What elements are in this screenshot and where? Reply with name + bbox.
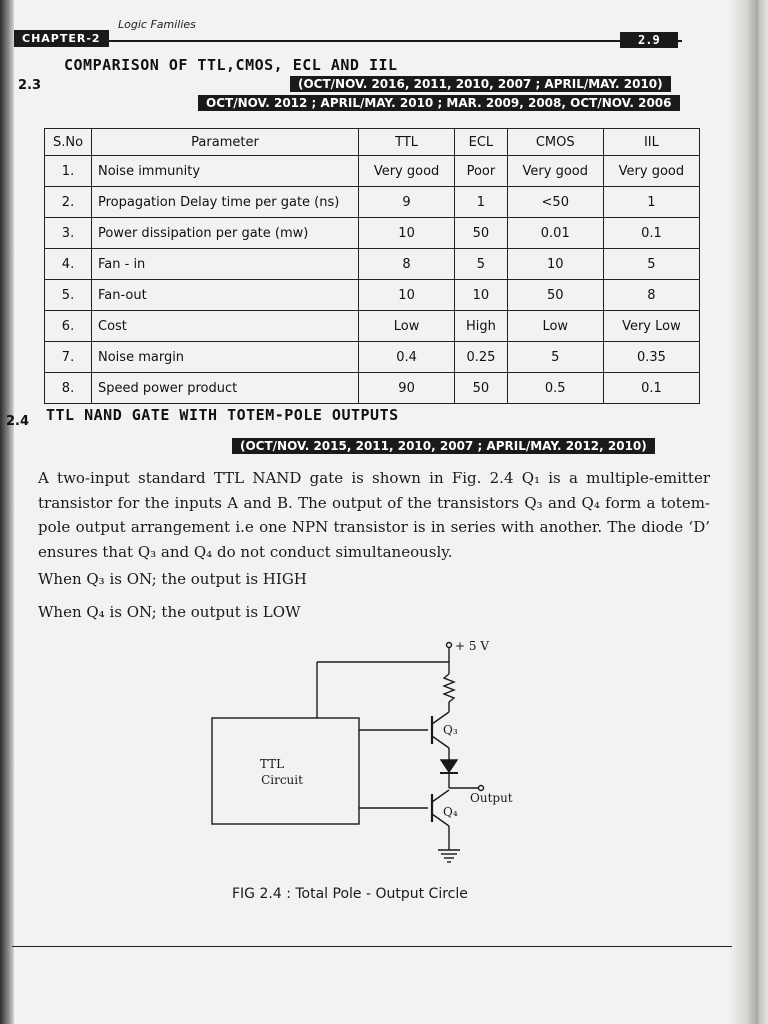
table-row <box>45 311 700 342</box>
table-cell: Low <box>359 311 455 342</box>
section-title: COMPARISON OF TTL,CMOS, ECL AND IIL <box>64 56 398 74</box>
section-number: 2.3 <box>18 78 42 93</box>
table-header-cell: CMOS <box>507 129 603 156</box>
supply-terminal <box>447 643 452 648</box>
table-cell: 0.1 <box>603 373 699 404</box>
table-cell: 10 <box>455 280 508 311</box>
table-cell: Very Low <box>603 311 699 342</box>
totem-pole-circuit-diagram <box>200 640 520 875</box>
chapter-tag: CHAPTER-2 <box>14 30 109 47</box>
table-cell: 9 <box>359 187 455 218</box>
table-row <box>45 249 700 280</box>
table-cell: 1 <box>455 187 508 218</box>
table-cell: 1 <box>603 187 699 218</box>
table-row <box>45 280 700 311</box>
table-cell: Very good <box>359 156 455 187</box>
resistor <box>444 674 454 702</box>
table-cell: 0.5 <box>507 373 603 404</box>
body-line: When Q₄ is ON; the output is LOW <box>38 603 301 621</box>
table-cell: 8. <box>45 373 92 404</box>
table-cell: Cost <box>92 311 359 342</box>
table-row <box>45 187 700 218</box>
table-cell: 0.4 <box>359 342 455 373</box>
table-cell: 50 <box>455 373 508 404</box>
table-cell: 90 <box>359 373 455 404</box>
table-cell: Propagation Delay time per gate (ns) <box>92 187 359 218</box>
table-cell: Very good <box>507 156 603 187</box>
table-cell: 0.25 <box>455 342 508 373</box>
table-cell: Speed power product <box>92 373 359 404</box>
q4-label: Q₄ <box>443 805 458 819</box>
table-cell: 8 <box>603 280 699 311</box>
comparison-table <box>44 128 700 404</box>
ttl-circuit-block <box>212 718 359 824</box>
table-cell: 5 <box>507 342 603 373</box>
body-line: When Q₃ is ON; the output is HIGH <box>38 570 307 588</box>
table-cell: 2. <box>45 187 92 218</box>
table-cell: Noise margin <box>92 342 359 373</box>
table-cell: 3. <box>45 218 92 249</box>
table-cell: 0.1 <box>603 218 699 249</box>
table-cell: Fan - in <box>92 249 359 280</box>
table-cell: 1. <box>45 156 92 187</box>
table-cell: 10 <box>359 218 455 249</box>
table-header-cell: S.No <box>45 129 92 156</box>
table-header-cell: Parameter <box>92 129 359 156</box>
table-cell: 0.35 <box>603 342 699 373</box>
footer-rule <box>12 946 732 947</box>
table-header-cell: TTL <box>359 129 455 156</box>
table-cell: 0.01 <box>507 218 603 249</box>
body-paragraph: A two-input standard TTL NAND gate is shown in Fig. 2.4 Q₁ is a multiple-emitter transistor for the inputs A and B. The output of the transistors Q₃ and Q₄ form a totem-pole output arrangement i.e one NPN transistor is in series with another. The diode ‘D’ ensures that Q₃ and Q₄ do not conduct simultaneously. <box>38 469 710 561</box>
table-cell: <50 <box>507 187 603 218</box>
running-header-subject: Logic Families <box>118 18 196 31</box>
block-label: TTL <box>259 757 285 771</box>
header-rule <box>14 40 682 42</box>
page-number: 2.9 <box>620 32 678 48</box>
exam-dates-badge: (OCT/NOV. 2016, 2011, 2010, 2007 ; APRIL/MAY. 2010) <box>290 76 671 92</box>
table-cell: Noise immunity <box>92 156 359 187</box>
table-cell: 6. <box>45 311 92 342</box>
ground-icon <box>438 850 460 862</box>
table-cell: 5. <box>45 280 92 311</box>
table-cell: 50 <box>507 280 603 311</box>
table-cell: 7. <box>45 342 92 373</box>
table-row <box>45 156 700 187</box>
page-edge <box>758 0 768 1024</box>
table-cell: 5 <box>603 249 699 280</box>
page-gutter-shadow <box>0 0 14 1024</box>
output-terminal <box>479 786 484 791</box>
block-label: Circuit <box>261 773 303 787</box>
table-cell: 10 <box>507 249 603 280</box>
table-cell: 8 <box>359 249 455 280</box>
table-cell: High <box>455 311 508 342</box>
table-cell: 4. <box>45 249 92 280</box>
q3-label: Q₃ <box>443 723 458 737</box>
section-number: 2.4 <box>6 414 30 429</box>
output-label: Output <box>470 791 513 805</box>
table-cell: 5 <box>455 249 508 280</box>
table-header-row <box>45 129 700 156</box>
figure-caption: FIG 2.4 : Total Pole - Output Circle <box>232 886 468 902</box>
table-cell: 10 <box>359 280 455 311</box>
table-row <box>45 342 700 373</box>
table-cell: Very good <box>603 156 699 187</box>
diode <box>441 760 457 772</box>
table-cell: Low <box>507 311 603 342</box>
table-header-cell: IIL <box>603 129 699 156</box>
section-title: TTL NAND GATE WITH TOTEM-POLE OUTPUTS <box>46 406 399 424</box>
supply-label: + 5 V <box>455 640 489 653</box>
table-cell: Fan-out <box>92 280 359 311</box>
table-row <box>45 218 700 249</box>
exam-dates-badge: (OCT/NOV. 2015, 2011, 2010, 2007 ; APRIL/MAY. 2012, 2010) <box>232 438 655 454</box>
table-cell: Power dissipation per gate (mw) <box>92 218 359 249</box>
table-cell: 50 <box>455 218 508 249</box>
table-header-cell: ECL <box>455 129 508 156</box>
table-row <box>45 373 700 404</box>
table-cell: Poor <box>455 156 508 187</box>
exam-dates-badge: OCT/NOV. 2012 ; APRIL/MAY. 2010 ; MAR. 2009, 2008, OCT/NOV. 2006 <box>198 95 680 111</box>
